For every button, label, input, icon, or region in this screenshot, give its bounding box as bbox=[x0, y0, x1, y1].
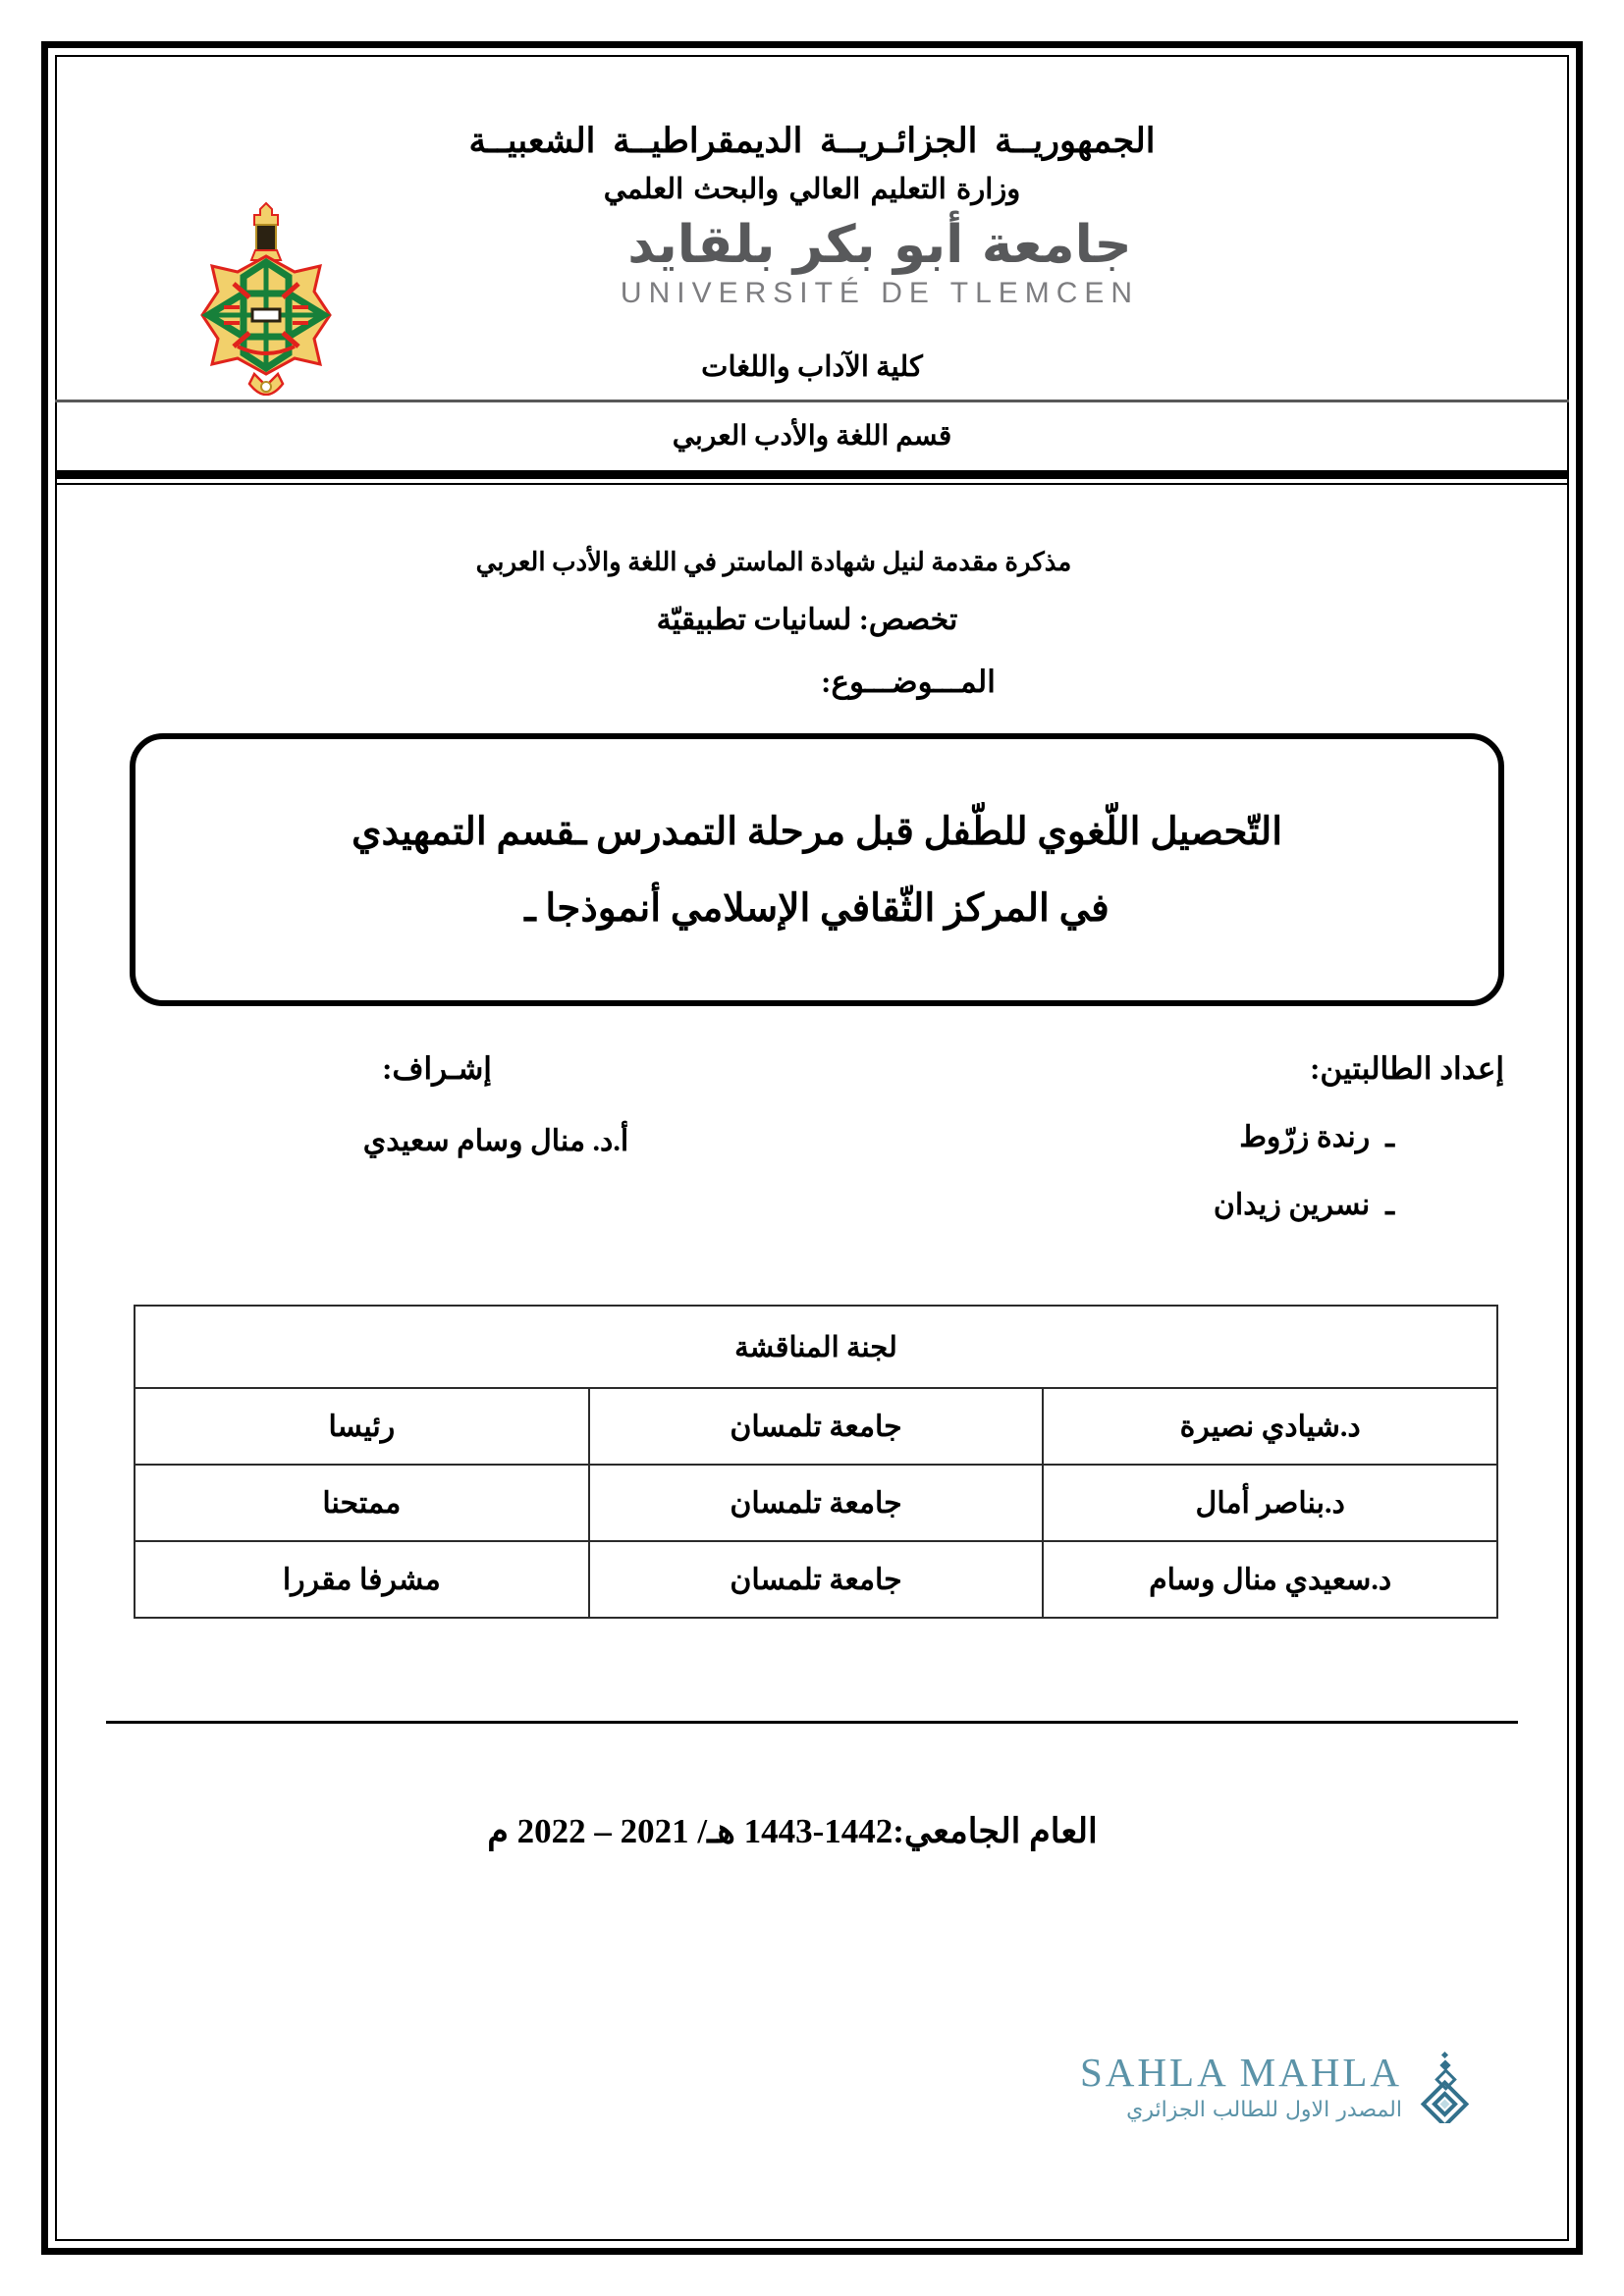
supervisor-column bbox=[255, 1051, 746, 1158]
watermark-brand-name: SAHLA MAHLA bbox=[1080, 2049, 1402, 2095]
jury-member-university: جامعة تلمسان bbox=[589, 1388, 1044, 1465]
table-row bbox=[135, 1465, 1497, 1541]
jury-member-name: د.سعيدي منال وسام bbox=[1043, 1541, 1497, 1618]
document-body bbox=[57, 548, 1567, 1851]
thesis-title-line-2: في المركز الثّقافي الإسلامي أنموذجا ـ bbox=[524, 887, 1110, 931]
university-identity-row bbox=[57, 217, 1567, 343]
jury-member-role: ممتحنا bbox=[135, 1465, 589, 1541]
author-name: رندة زرّوط bbox=[1239, 1121, 1371, 1154]
authors-heading: إعداد الطالبتين: bbox=[1310, 1051, 1504, 1087]
university-name-french: UNIVERSITÉ DE TLEMCEN bbox=[620, 277, 1140, 310]
degree-statement: مذكرة مقدمة لنيل شهادة الماستر في اللغة والأدب العربي bbox=[475, 548, 1072, 577]
academic-year-line: العام الجامعي:1442-1443 هـ/ 2021 – 2022 م bbox=[487, 1812, 1098, 1851]
jury-table-title: لجنة المناقشة bbox=[135, 1306, 1497, 1388]
author-item bbox=[895, 1188, 1504, 1222]
header-thin-rule bbox=[55, 483, 1569, 485]
supervisor-heading: إشـراف: bbox=[382, 1051, 492, 1087]
jury-member-role: مشرفا مقررا bbox=[135, 1541, 589, 1618]
jury-member-name: د.شيادي نصيرة bbox=[1043, 1388, 1497, 1465]
sahla-mahla-watermark bbox=[1080, 2051, 1473, 2123]
supervisor-name: أ.د. منال وسام سعيدي bbox=[362, 1125, 629, 1158]
table-row bbox=[135, 1541, 1497, 1618]
jury-member-name: د.بناصر أمال bbox=[1043, 1465, 1497, 1541]
university-name-arabic: جامعة أبو بكر بلقايد bbox=[627, 215, 1132, 276]
bullet-dash: ـ bbox=[1385, 1189, 1394, 1222]
ministry-line: وزارة التعليم العالي والبحث العلمي bbox=[603, 174, 1021, 206]
header-thick-rule bbox=[55, 470, 1569, 479]
faculty-line: كلية الآداب واللغات bbox=[701, 351, 923, 384]
watermark-tagline: المصدر الاول للطالب الجزائري bbox=[1126, 2098, 1402, 2123]
bullet-dash: ـ bbox=[1385, 1121, 1394, 1154]
jury-member-university: جامعة تلمسان bbox=[589, 1541, 1044, 1618]
jury-table-title-row bbox=[135, 1306, 1497, 1388]
jury-member-university: جامعة تلمسان bbox=[589, 1465, 1044, 1541]
jury-table bbox=[134, 1305, 1498, 1619]
sahla-mahla-diamond-icon bbox=[1416, 2051, 1473, 2123]
footer-rule bbox=[106, 1721, 1518, 1724]
subject-label: المـــوضـــوع: bbox=[821, 665, 996, 700]
university-wordmark bbox=[438, 215, 1322, 310]
author-name: نسرين زيدان bbox=[1213, 1189, 1371, 1222]
table-row bbox=[135, 1388, 1497, 1465]
document-header bbox=[57, 57, 1567, 485]
university-crest-icon bbox=[173, 199, 359, 396]
thesis-title-box bbox=[130, 733, 1504, 1006]
page-content bbox=[57, 57, 1567, 2239]
jury-member-role: رئيسا bbox=[135, 1388, 589, 1465]
specialization-line: تخصص: لسانيات تطبيقيّة bbox=[656, 604, 958, 637]
republic-line: الجمهوريــة الجزائـريــة الديمقراطيــة الشعبيــة bbox=[468, 122, 1156, 160]
authors-column bbox=[895, 1051, 1504, 1222]
thesis-title-line-1: التّحصيل اللّغوي للطّفل قبل مرحلة التمدرس ـقسم التمهيدي bbox=[351, 811, 1283, 854]
department-line: قسم اللغة والأدب العربي bbox=[672, 420, 952, 452]
author-item bbox=[895, 1120, 1504, 1154]
people-section bbox=[108, 1051, 1516, 1279]
